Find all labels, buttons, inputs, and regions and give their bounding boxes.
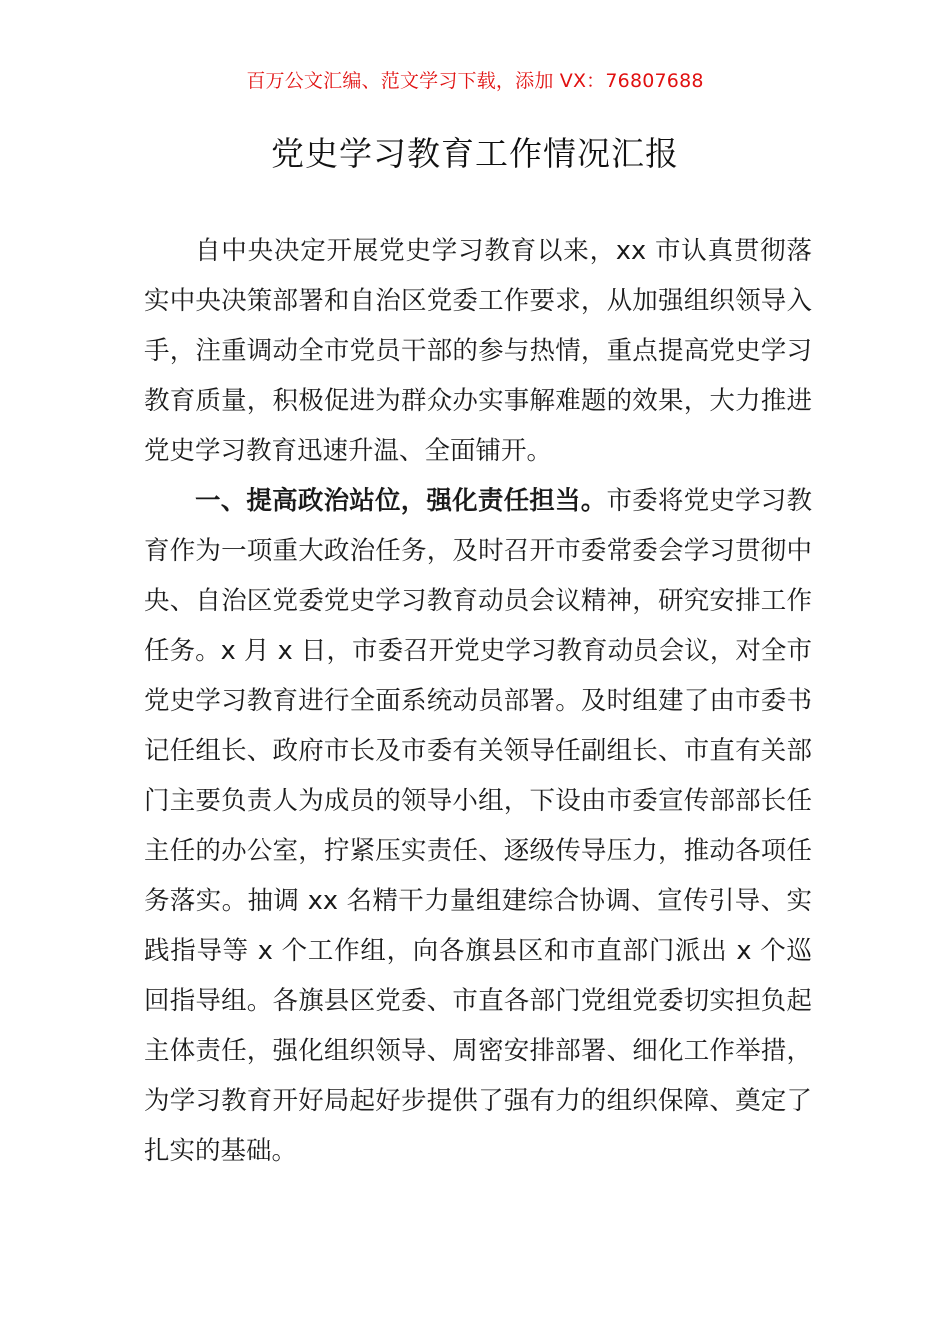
intro-paragraph: 自中央决定开展党史学习教育以来，xx 市认真贯彻落实中央决策部署和自治区党委工作要求，从加强组织领导入手，注重调动全市党员干部的参与热情，重点提高党史学习教育质量，积极促进为群众办实事解难题的效果，大力推进党史学习教育迅速升温、全面铺开。 (144, 236, 812, 466)
section-one-text: 市委将党史学习教育作为一项重大政治任务，及时召开市委常委会学习贯彻中央、自治区党委党史学习教育动员会议精神，研究安排工作任务。x 月 x 日，市委召开党史学习教育动员会议，对全市党史学习教育进行全面系统动员部署。及时组建了由市委书记任组长、政府市长及市委有关领导任副组长、市直有关部门主要负责人为成员的领导小组，下设由市委宣传部部长任主任的办公室，拧紧压实责任、逐级传导压力，推动各项任务落实。抽调 xx 名精干力量组建综合协调、宣传引导、实践指导等 x 个工作组，向各旗县区和市直部门派出 x 个巡回指导组。各旗县区党委、市直各部门党组党委切实担负起主体责任，强化组织领导、周密安排部署、细化工作举措，为学习教育开好局起好步提供了强有力的组织保障、奠定了扎实的基础。 (144, 486, 812, 1166)
document-title: 党史学习教育工作情况汇报 (271, 134, 679, 173)
document-body (144, 226, 812, 1176)
section-one-heading: 一、提高政治站位，强化责任担当。 (195, 486, 607, 516)
section-one-paragraph (144, 476, 812, 1176)
header-note: 百万公文汇编、范文学习下载，添加 VX：76807688 (246, 70, 704, 92)
